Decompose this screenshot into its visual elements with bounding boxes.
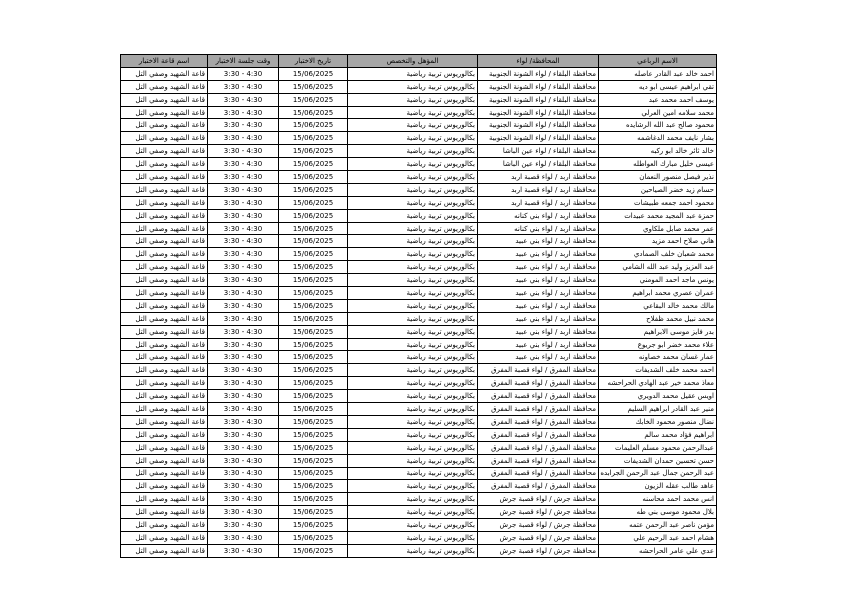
header-name: الاسم الرباعي	[599, 55, 717, 68]
cell-session-time: 3:30 - 4:30	[208, 209, 279, 222]
cell-qualification: بكالوريوس تربية رياضية	[348, 364, 478, 377]
header-hall: اسم قاعة الاختبار	[121, 55, 208, 68]
cell-exam-date: 15/06/2025	[279, 493, 348, 506]
cell-governorate: محافظة اربد / لواء بني عبيد	[478, 274, 599, 287]
cell-name: خالد ثائر خالد ابو ركبه	[599, 145, 717, 158]
table-row	[121, 93, 717, 106]
cell-session-time: 3:30 - 4:30	[208, 454, 279, 467]
cell-name: اويس عقيل محمد الدويري	[599, 390, 717, 403]
cell-session-time: 3:30 - 4:30	[208, 390, 279, 403]
cell-name: محمود احمد جمعه طبيشات	[599, 196, 717, 209]
cell-exam-date: 15/06/2025	[279, 67, 348, 80]
cell-governorate: محافظة البلقاء / لواء الشونة الجنوبية	[478, 119, 599, 132]
cell-exam-date: 15/06/2025	[279, 325, 348, 338]
cell-governorate: محافظة اربد / لواء قصبة اربد	[478, 171, 599, 184]
cell-governorate: محافظة جرش / لواء قصبة جرش	[478, 506, 599, 519]
cell-session-time: 3:30 - 4:30	[208, 145, 279, 158]
cell-name: تقي ابراهيم عيسى ابو ديه	[599, 80, 717, 93]
cell-governorate: محافظة جرش / لواء قصبة جرش	[478, 531, 599, 544]
cell-qualification: بكالوريوس تربية رياضية	[348, 312, 478, 325]
cell-hall: قاعة الشهيد وصفي التل	[121, 531, 208, 544]
cell-name: هشام احمد عبد الرحيم علي	[599, 531, 717, 544]
cell-exam-date: 15/06/2025	[279, 519, 348, 532]
table-row	[121, 531, 717, 544]
table-row	[121, 209, 717, 222]
cell-governorate: محافظة المفرق / لواء قصبة المفرق	[478, 428, 599, 441]
cell-name: مالك محمد خالد البقاعي	[599, 299, 717, 312]
cell-qualification: بكالوريوس تربية رياضية	[348, 145, 478, 158]
cell-name: عمار غسان محمد خصاونه	[599, 351, 717, 364]
cell-governorate: محافظة البلقاء / لواء الشونة الجنوبية	[478, 132, 599, 145]
cell-qualification: بكالوريوس تربية رياضية	[348, 441, 478, 454]
cell-hall: قاعة الشهيد وصفي التل	[121, 428, 208, 441]
cell-exam-date: 15/06/2025	[279, 183, 348, 196]
table-row	[121, 428, 717, 441]
cell-governorate: محافظة المفرق / لواء قصبة المفرق	[478, 467, 599, 480]
cell-hall: قاعة الشهيد وصفي التل	[121, 544, 208, 557]
cell-governorate: محافظة اربد / لواء بني عبيد	[478, 248, 599, 261]
cell-exam-date: 15/06/2025	[279, 441, 348, 454]
cell-qualification: بكالوريوس تربية رياضية	[348, 222, 478, 235]
table-row	[121, 506, 717, 519]
cell-name: منير عبد القادر ابراهيم السليم	[599, 403, 717, 416]
cell-exam-date: 15/06/2025	[279, 531, 348, 544]
header-exam-date: تاريخ الاختبار	[279, 55, 348, 68]
cell-hall: قاعة الشهيد وصفي التل	[121, 441, 208, 454]
cell-qualification: بكالوريوس تربية رياضية	[348, 171, 478, 184]
cell-qualification: بكالوريوس تربية رياضية	[348, 338, 478, 351]
cell-session-time: 3:30 - 4:30	[208, 299, 279, 312]
cell-governorate: محافظة اربد / لواء بني عبيد	[478, 325, 599, 338]
table-row	[121, 403, 717, 416]
cell-exam-date: 15/06/2025	[279, 364, 348, 377]
cell-qualification: بكالوريوس تربية رياضية	[348, 93, 478, 106]
cell-governorate: محافظة المفرق / لواء قصبة المفرق	[478, 441, 599, 454]
table-row	[121, 261, 717, 274]
cell-governorate: محافظة البلقاء / لواء الشونة الجنوبية	[478, 93, 599, 106]
cell-hall: قاعة الشهيد وصفي التل	[121, 222, 208, 235]
cell-session-time: 3:30 - 4:30	[208, 171, 279, 184]
cell-qualification: بكالوريوس تربية رياضية	[348, 158, 478, 171]
table-row	[121, 158, 717, 171]
cell-hall: قاعة الشهيد وصفي التل	[121, 351, 208, 364]
cell-exam-date: 15/06/2025	[279, 454, 348, 467]
cell-exam-date: 15/06/2025	[279, 261, 348, 274]
table-row	[121, 454, 717, 467]
cell-hall: قاعة الشهيد وصفي التل	[121, 390, 208, 403]
table-row	[121, 106, 717, 119]
cell-governorate: محافظة اربد / لواء بني كنانه	[478, 209, 599, 222]
table-row	[121, 312, 717, 325]
cell-exam-date: 15/06/2025	[279, 93, 348, 106]
table-row	[121, 274, 717, 287]
cell-hall: قاعة الشهيد وصفي التل	[121, 506, 208, 519]
cell-session-time: 3:30 - 4:30	[208, 519, 279, 532]
cell-qualification: بكالوريوس تربية رياضية	[348, 454, 478, 467]
cell-governorate: محافظة البلقاء / لواء عين الباشا	[478, 158, 599, 171]
cell-hall: قاعة الشهيد وصفي التل	[121, 158, 208, 171]
cell-exam-date: 15/06/2025	[279, 428, 348, 441]
cell-governorate: محافظة جرش / لواء قصبة جرش	[478, 544, 599, 557]
cell-name: نذير فيصل منصور النعمان	[599, 171, 717, 184]
cell-qualification: بكالوريوس تربية رياضية	[348, 196, 478, 209]
cell-name: عيسى خليل مبارك العواطله	[599, 158, 717, 171]
cell-hall: قاعة الشهيد وصفي التل	[121, 338, 208, 351]
cell-session-time: 3:30 - 4:30	[208, 506, 279, 519]
cell-governorate: محافظة المفرق / لواء قصبة المفرق	[478, 390, 599, 403]
cell-name: ابراهيم فؤاد محمد سالم	[599, 428, 717, 441]
cell-hall: قاعة الشهيد وصفي التل	[121, 377, 208, 390]
cell-session-time: 3:30 - 4:30	[208, 531, 279, 544]
cell-governorate: محافظة البلقاء / لواء عين الباشا	[478, 145, 599, 158]
cell-name: عدي علي عامر الحراحشه	[599, 544, 717, 557]
cell-governorate: محافظة المفرق / لواء قصبة المفرق	[478, 454, 599, 467]
table-row	[121, 493, 717, 506]
cell-governorate: محافظة اربد / لواء بني عبيد	[478, 287, 599, 300]
cell-qualification: بكالوريوس تربية رياضية	[348, 519, 478, 532]
cell-hall: قاعة الشهيد وصفي التل	[121, 519, 208, 532]
cell-governorate: محافظة البلقاء / لواء الشونة الجنوبية	[478, 106, 599, 119]
cell-session-time: 3:30 - 4:30	[208, 132, 279, 145]
cell-session-time: 3:30 - 4:30	[208, 325, 279, 338]
cell-qualification: بكالوريوس تربية رياضية	[348, 390, 478, 403]
cell-exam-date: 15/06/2025	[279, 80, 348, 93]
cell-exam-date: 15/06/2025	[279, 222, 348, 235]
table-row	[121, 171, 717, 184]
cell-qualification: بكالوريوس تربية رياضية	[348, 235, 478, 248]
cell-governorate: محافظة جرش / لواء قصبة جرش	[478, 519, 599, 532]
cell-name: حمزة عبد المجيد محمد عبيدات	[599, 209, 717, 222]
exam-schedule-sheet	[120, 54, 716, 558]
cell-qualification: بكالوريوس تربية رياضية	[348, 377, 478, 390]
table-row	[121, 248, 717, 261]
cell-name: بدر فايز موسى الابراهيم	[599, 325, 717, 338]
table-row	[121, 415, 717, 428]
table-row	[121, 351, 717, 364]
cell-session-time: 3:30 - 4:30	[208, 351, 279, 364]
cell-session-time: 3:30 - 4:30	[208, 261, 279, 274]
cell-exam-date: 15/06/2025	[279, 287, 348, 300]
table-row	[121, 377, 717, 390]
table-row	[121, 287, 717, 300]
cell-name: عبدالرحمن محمود مسلم العليمات	[599, 441, 717, 454]
cell-exam-date: 15/06/2025	[279, 119, 348, 132]
cell-governorate: محافظة اربد / لواء قصبة اربد	[478, 196, 599, 209]
cell-session-time: 3:30 - 4:30	[208, 467, 279, 480]
cell-hall: قاعة الشهيد وصفي التل	[121, 480, 208, 493]
cell-exam-date: 15/06/2025	[279, 351, 348, 364]
cell-governorate: محافظة جرش / لواء قصبة جرش	[478, 493, 599, 506]
table-header-row	[121, 55, 717, 68]
cell-name: محمد شعبان خلف الصمادي	[599, 248, 717, 261]
cell-session-time: 3:30 - 4:30	[208, 67, 279, 80]
cell-session-time: 3:30 - 4:30	[208, 287, 279, 300]
cell-hall: قاعة الشهيد وصفي التل	[121, 209, 208, 222]
cell-hall: قاعة الشهيد وصفي التل	[121, 196, 208, 209]
cell-exam-date: 15/06/2025	[279, 248, 348, 261]
cell-hall: قاعة الشهيد وصفي التل	[121, 106, 208, 119]
table-row	[121, 544, 717, 557]
cell-exam-date: 15/06/2025	[279, 299, 348, 312]
table-row	[121, 222, 717, 235]
cell-hall: قاعة الشهيد وصفي التل	[121, 287, 208, 300]
cell-session-time: 3:30 - 4:30	[208, 364, 279, 377]
cell-session-time: 3:30 - 4:30	[208, 248, 279, 261]
cell-name: بلال محمود موسى بني طه	[599, 506, 717, 519]
table-row	[121, 196, 717, 209]
cell-qualification: بكالوريوس تربية رياضية	[348, 106, 478, 119]
cell-session-time: 3:30 - 4:30	[208, 544, 279, 557]
cell-exam-date: 15/06/2025	[279, 415, 348, 428]
cell-hall: قاعة الشهيد وصفي التل	[121, 325, 208, 338]
cell-name: عبد العزيز وليد عبد الله الشامي	[599, 261, 717, 274]
table-row	[121, 183, 717, 196]
table-row	[121, 338, 717, 351]
cell-exam-date: 15/06/2025	[279, 338, 348, 351]
cell-name: معاذ محمد خير عبد الهادي الحراحشه	[599, 377, 717, 390]
cell-session-time: 3:30 - 4:30	[208, 338, 279, 351]
cell-hall: قاعة الشهيد وصفي التل	[121, 145, 208, 158]
cell-exam-date: 15/06/2025	[279, 467, 348, 480]
cell-hall: قاعة الشهيد وصفي التل	[121, 80, 208, 93]
cell-exam-date: 15/06/2025	[279, 506, 348, 519]
cell-governorate: محافظة اربد / لواء بني عبيد	[478, 312, 599, 325]
cell-hall: قاعة الشهيد وصفي التل	[121, 364, 208, 377]
cell-hall: قاعة الشهيد وصفي التل	[121, 415, 208, 428]
cell-hall: قاعة الشهيد وصفي التل	[121, 171, 208, 184]
cell-session-time: 3:30 - 4:30	[208, 415, 279, 428]
cell-name: هاني صلاح احمد مزيد	[599, 235, 717, 248]
cell-session-time: 3:30 - 4:30	[208, 274, 279, 287]
table-row	[121, 480, 717, 493]
cell-exam-date: 15/06/2025	[279, 480, 348, 493]
header-governorate: المحافظة/ لواء	[478, 55, 599, 68]
table-row	[121, 441, 717, 454]
table-row	[121, 467, 717, 480]
cell-hall: قاعة الشهيد وصفي التل	[121, 93, 208, 106]
cell-name: محمد سلامه امين العرلي	[599, 106, 717, 119]
cell-hall: قاعة الشهيد وصفي التل	[121, 467, 208, 480]
cell-name: حسام زيد خضر الصياحين	[599, 183, 717, 196]
cell-hall: قاعة الشهيد وصفي التل	[121, 299, 208, 312]
table-row	[121, 364, 717, 377]
cell-governorate: محافظة اربد / لواء بني عبيد	[478, 299, 599, 312]
cell-session-time: 3:30 - 4:30	[208, 377, 279, 390]
cell-qualification: بكالوريوس تربية رياضية	[348, 428, 478, 441]
cell-name: يوسف احمد محمد عبد	[599, 93, 717, 106]
cell-session-time: 3:30 - 4:30	[208, 312, 279, 325]
cell-exam-date: 15/06/2025	[279, 132, 348, 145]
table-row	[121, 67, 717, 80]
cell-exam-date: 15/06/2025	[279, 274, 348, 287]
header-qualification: المؤهل والتخصص	[348, 55, 478, 68]
cell-name: محمود صالح عبد الله الرشايده	[599, 119, 717, 132]
cell-exam-date: 15/06/2025	[279, 145, 348, 158]
cell-qualification: بكالوريوس تربية رياضية	[348, 67, 478, 80]
cell-governorate: محافظة اربد / لواء قصبة اربد	[478, 183, 599, 196]
cell-exam-date: 15/06/2025	[279, 544, 348, 557]
cell-exam-date: 15/06/2025	[279, 171, 348, 184]
cell-hall: قاعة الشهيد وصفي التل	[121, 248, 208, 261]
cell-qualification: بكالوريوس تربية رياضية	[348, 467, 478, 480]
cell-governorate: محافظة البلقاء / لواء الشونة الجنوبية	[478, 67, 599, 80]
cell-qualification: بكالوريوس تربية رياضية	[348, 287, 478, 300]
cell-hall: قاعة الشهيد وصفي التل	[121, 183, 208, 196]
cell-hall: قاعة الشهيد وصفي التل	[121, 119, 208, 132]
cell-governorate: محافظة اربد / لواء بني عبيد	[478, 338, 599, 351]
cell-session-time: 3:30 - 4:30	[208, 196, 279, 209]
cell-name: احمد محمد خلف الشديفات	[599, 364, 717, 377]
cell-hall: قاعة الشهيد وصفي التل	[121, 261, 208, 274]
cell-name: عمران عصري محمد ابراهيم	[599, 287, 717, 300]
cell-qualification: بكالوريوس تربية رياضية	[348, 299, 478, 312]
table-row	[121, 299, 717, 312]
cell-governorate: محافظة المفرق / لواء قصبة المفرق	[478, 415, 599, 428]
cell-qualification: بكالوريوس تربية رياضية	[348, 544, 478, 557]
cell-exam-date: 15/06/2025	[279, 235, 348, 248]
cell-exam-date: 15/06/2025	[279, 209, 348, 222]
table-row	[121, 325, 717, 338]
cell-session-time: 3:30 - 4:30	[208, 235, 279, 248]
cell-qualification: بكالوريوس تربية رياضية	[348, 415, 478, 428]
cell-session-time: 3:30 - 4:30	[208, 93, 279, 106]
cell-name: عمر محمد صابل ملكاوي	[599, 222, 717, 235]
cell-governorate: محافظة اربد / لواء بني عبيد	[478, 235, 599, 248]
header-session-time: وقت جلسة الاختبار	[208, 55, 279, 68]
cell-session-time: 3:30 - 4:30	[208, 480, 279, 493]
cell-qualification: بكالوريوس تربية رياضية	[348, 209, 478, 222]
cell-session-time: 3:30 - 4:30	[208, 183, 279, 196]
table-row	[121, 519, 717, 532]
cell-hall: قاعة الشهيد وصفي التل	[121, 274, 208, 287]
table-row	[121, 119, 717, 132]
cell-exam-date: 15/06/2025	[279, 377, 348, 390]
table-row	[121, 235, 717, 248]
table-body	[121, 67, 717, 557]
cell-hall: قاعة الشهيد وصفي التل	[121, 493, 208, 506]
cell-name: احمد خالد عبد القادر عاصله	[599, 67, 717, 80]
cell-qualification: بكالوريوس تربية رياضية	[348, 261, 478, 274]
cell-name: بشار نايف محمد الدغاشمه	[599, 132, 717, 145]
cell-qualification: بكالوريوس تربية رياضية	[348, 531, 478, 544]
cell-name: عبد الرحمن جمال عبد الرحمن الجرابده	[599, 467, 717, 480]
cell-hall: قاعة الشهيد وصفي التل	[121, 235, 208, 248]
cell-session-time: 3:30 - 4:30	[208, 106, 279, 119]
cell-hall: قاعة الشهيد وصفي التل	[121, 67, 208, 80]
cell-name: مؤمن ناصر عبد الرحمن عتمه	[599, 519, 717, 532]
cell-qualification: بكالوريوس تربية رياضية	[348, 403, 478, 416]
cell-exam-date: 15/06/2025	[279, 106, 348, 119]
cell-governorate: محافظة المفرق / لواء قصبة المفرق	[478, 377, 599, 390]
cell-qualification: بكالوريوس تربية رياضية	[348, 248, 478, 261]
cell-name: علاء محمد خضر ابو جريوع	[599, 338, 717, 351]
cell-session-time: 3:30 - 4:30	[208, 441, 279, 454]
cell-name: محمد نبيل محمد ظفلاح	[599, 312, 717, 325]
cell-qualification: بكالوريوس تربية رياضية	[348, 119, 478, 132]
table-row	[121, 145, 717, 158]
cell-name: يونس ماجد احمد المومني	[599, 274, 717, 287]
table-row	[121, 390, 717, 403]
cell-governorate: محافظة اربد / لواء بني عبيد	[478, 351, 599, 364]
cell-session-time: 3:30 - 4:30	[208, 222, 279, 235]
cell-qualification: بكالوريوس تربية رياضية	[348, 506, 478, 519]
cell-session-time: 3:30 - 4:30	[208, 428, 279, 441]
cell-exam-date: 15/06/2025	[279, 312, 348, 325]
cell-session-time: 3:30 - 4:30	[208, 158, 279, 171]
table-row	[121, 80, 717, 93]
cell-qualification: بكالوريوس تربية رياضية	[348, 351, 478, 364]
cell-governorate: محافظة اربد / لواء بني عبيد	[478, 261, 599, 274]
cell-session-time: 3:30 - 4:30	[208, 403, 279, 416]
cell-name: نضال منصور محمود الخابك	[599, 415, 717, 428]
cell-name: حسن تحسين حمدان الشديفات	[599, 454, 717, 467]
cell-hall: قاعة الشهيد وصفي التل	[121, 132, 208, 145]
cell-exam-date: 15/06/2025	[279, 196, 348, 209]
cell-governorate: محافظة المفرق / لواء قصبة المفرق	[478, 403, 599, 416]
cell-hall: قاعة الشهيد وصفي التل	[121, 454, 208, 467]
cell-qualification: بكالوريوس تربية رياضية	[348, 480, 478, 493]
cell-qualification: بكالوريوس تربية رياضية	[348, 132, 478, 145]
cell-qualification: بكالوريوس تربية رياضية	[348, 80, 478, 93]
cell-name: عاهد طالب عقله الزيون	[599, 480, 717, 493]
cell-governorate: محافظة اربد / لواء بني كنانه	[478, 222, 599, 235]
cell-hall: قاعة الشهيد وصفي التل	[121, 403, 208, 416]
cell-exam-date: 15/06/2025	[279, 403, 348, 416]
exam-schedule-table	[120, 54, 717, 558]
cell-governorate: محافظة المفرق / لواء قصبة المفرق	[478, 364, 599, 377]
cell-session-time: 3:30 - 4:30	[208, 80, 279, 93]
table-row	[121, 132, 717, 145]
cell-qualification: بكالوريوس تربية رياضية	[348, 325, 478, 338]
cell-qualification: بكالوريوس تربية رياضية	[348, 183, 478, 196]
cell-session-time: 3:30 - 4:30	[208, 119, 279, 132]
cell-governorate: محافظة المفرق / لواء قصبة المفرق	[478, 480, 599, 493]
cell-exam-date: 15/06/2025	[279, 158, 348, 171]
cell-exam-date: 15/06/2025	[279, 390, 348, 403]
cell-governorate: محافظة البلقاء / لواء الشونة الجنوبية	[478, 80, 599, 93]
cell-hall: قاعة الشهيد وصفي التل	[121, 312, 208, 325]
cell-qualification: بكالوريوس تربية رياضية	[348, 274, 478, 287]
cell-session-time: 3:30 - 4:30	[208, 493, 279, 506]
cell-qualification: بكالوريوس تربية رياضية	[348, 493, 478, 506]
cell-name: انس محمد احمد محاسنه	[599, 493, 717, 506]
